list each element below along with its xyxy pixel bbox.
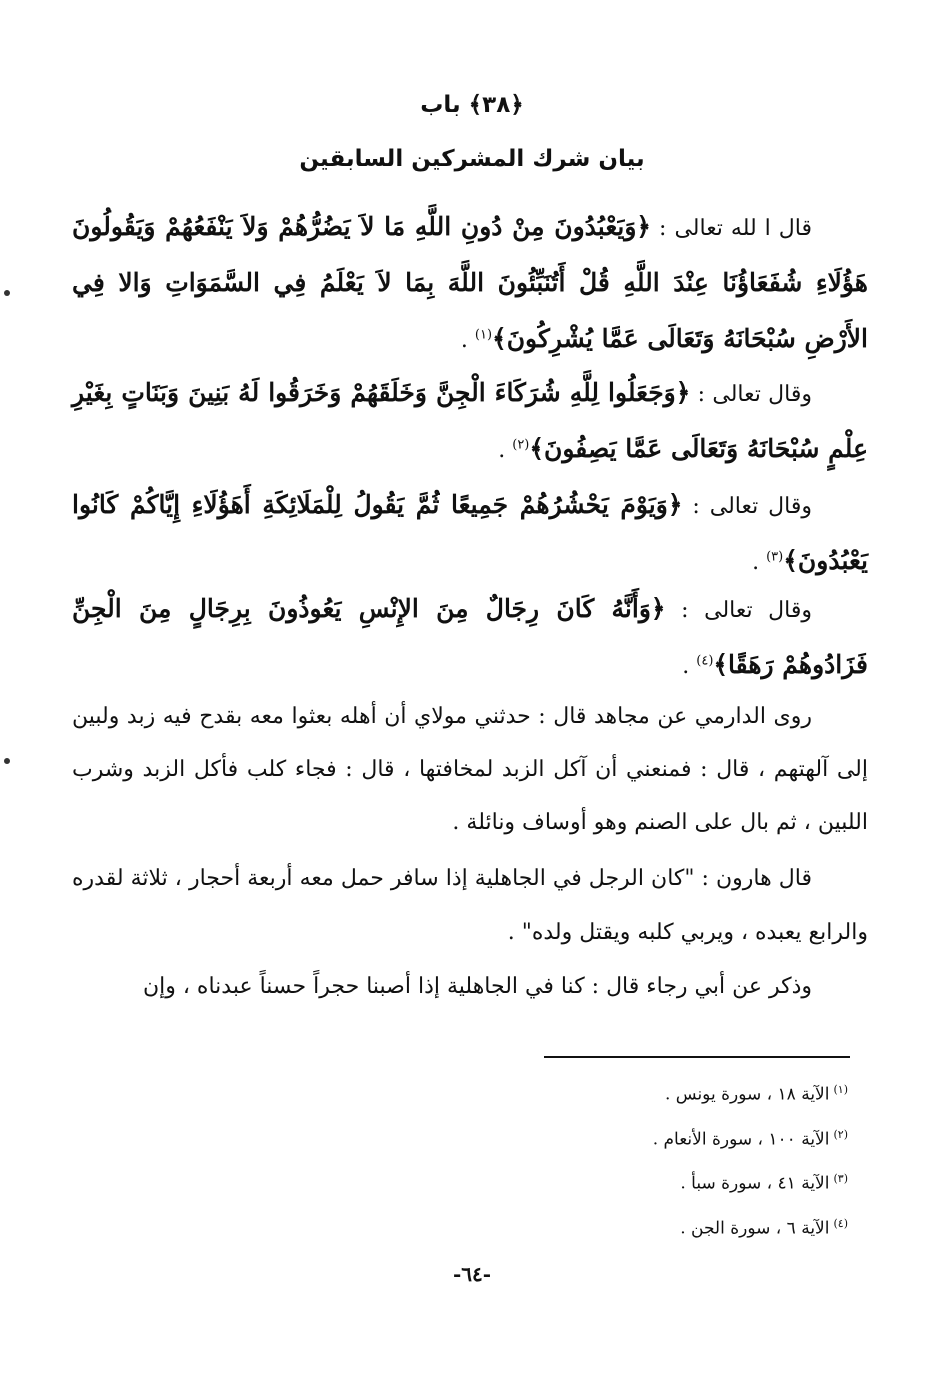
page-number: -٦٤- (452, 1262, 492, 1286)
verse-paragraph-1 (72, 200, 868, 368)
footnote-separator (544, 1056, 850, 1058)
footnote-text: الآية ١٠٠ ، سورة الأنعام . (652, 1129, 830, 1150)
footnote-ref: (٣) (766, 549, 784, 565)
prose-paragraph-abu-raja: وذكر عن أبي رجاء قال : كنا في الجاهلية إذا أصبنا حجراً حسناً عبدناه ، وإن (142, 974, 812, 999)
margin-speck (4, 758, 10, 764)
footnote-ref: (٢) (512, 437, 530, 453)
verse-end: . (752, 550, 767, 575)
footnote-number: (٢) (833, 1127, 848, 1141)
verse-end: . (682, 654, 697, 679)
footnote-number: (٣) (833, 1172, 848, 1186)
footnote-number: (٤) (833, 1216, 848, 1230)
quran-verse: ﴿وَيَوْمَ يَحْشُرُهُمْ جَمِيعًا ثُمَّ يَقُولُ لِلْمَلَائِكَةِ أَهَؤُلَاءِ إِيَّاكُمْ كَانُوا يَعْبُدُونَ﴾ (72, 490, 868, 575)
verse-intro: وقال تعالى : (665, 598, 812, 623)
prose-paragraph-haroun: قال هارون : "كان الرجل في الجاهلية إذا سافر حمل معه أربعة أحجار ، ثلاثة لقدره والرابع يعبده ، ويربي كلبه ويقتل ولده" . (72, 866, 868, 945)
quran-verse: ﴿وَأَنَّهُ كَانَ رِجَالٌ مِنَ الإِنْسِ يَعُوذُونَ بِرِجَالٍ مِنَ الْجِنِّ فَزَادُوهُمْ رَهَقًا﴾ (72, 594, 868, 679)
verse-end: . (460, 328, 475, 353)
footnote-text: الآية ٦ ، سورة الجن . (680, 1218, 830, 1239)
footnote (448, 1159, 848, 1204)
chapter-title: بيان شرك المشركين السابقين (299, 146, 645, 172)
verse-intro: قال ا لله تعالى : (651, 216, 812, 241)
quran-verse: ﴿وَجَعَلُوا لِلَّهِ شُرَكَاءَ الْجِنَّ وَخَلَقَهُمْ وَخَرَقُوا لَهُ بَنِينَ وَبَنَاتٍ بِغَيْرِ عِلْمٍ سُبْحَانَهُ وَتَعَالَى عَمَّا يَصِفُونَ﴾ (72, 378, 868, 463)
footnote-ref: (٤) (696, 653, 714, 669)
footnote-text: الآية ١٨ ، سورة يونس . (664, 1084, 830, 1105)
prose-paragraph-darimi: روى الدارمي عن مجاهد قال : حدثني مولاي أن أهله بعثوا معه بقدح فيه زبد ولبين إلى آلهتهم ، قال : فمنعني أن آكل الزبد لمخافتها ، قال : فجاء كلب فأكل الزبد وشرب اللبين ، ثم بال على الصنم وهو أوساف ونائلة . (72, 704, 868, 835)
verse-end: . (498, 438, 513, 463)
verse-paragraph-3 (72, 478, 868, 590)
quran-verse: ﴿وَيَعْبُدُونَ مِنْ دُونِ اللَّهِ مَا لاَ يَضُرُّهُمْ وَلاَ يَنْفَعُهُمْ وَيَقُولُونَ هَؤُلَاءِ شُفَعَاؤُنَا عِنْدَ اللَّهِ قُلْ أَتُنَبِّئُونَ اللَّهَ بِمَا لاَ يَعْلَمُ فِي السَّمَوَاتِ وَالا فِي الأَرْضِ سُبْحَانَهُ وَتَعَالَى عَمَّا يُشْرِكُونَ﴾ (72, 212, 868, 353)
footnote-text: الآية ٤١ ، سورة سبأ . (680, 1173, 830, 1194)
footnote (448, 1115, 848, 1160)
margin-speck (4, 290, 10, 296)
verse-intro: وقال تعالى : (682, 494, 813, 519)
verse-intro: وقال تعالى : (690, 382, 812, 407)
verse-paragraph-4 (72, 582, 868, 694)
chapter-heading: ﴿٣٨﴾ باب (420, 92, 524, 118)
footnote (448, 1204, 848, 1249)
footnote-ref: (١) (474, 327, 493, 343)
footnote-number: (١) (833, 1083, 848, 1096)
footnotes (448, 1070, 848, 1249)
footnote (448, 1070, 848, 1115)
verse-paragraph-2 (72, 366, 868, 478)
